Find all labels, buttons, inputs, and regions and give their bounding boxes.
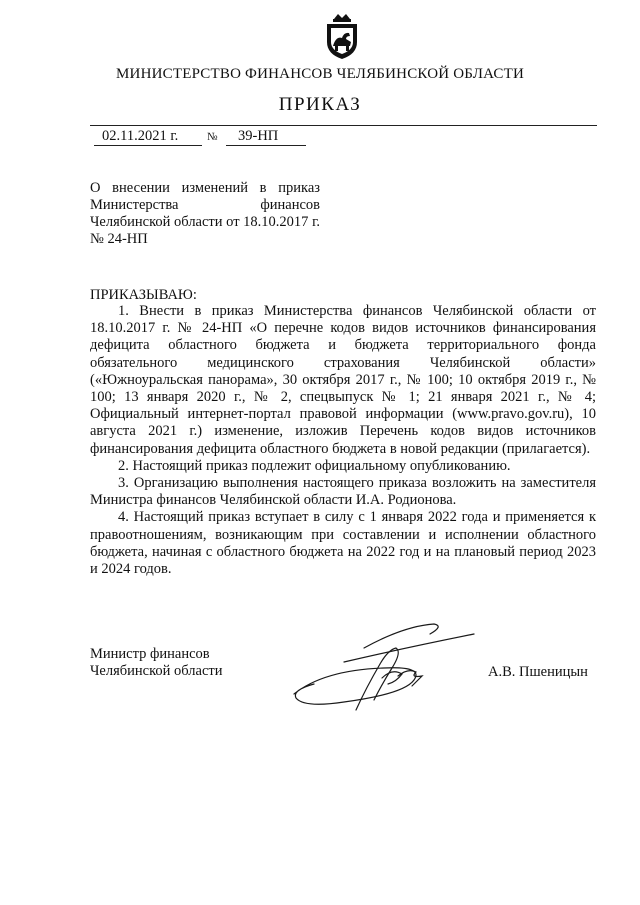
orders-word: ПРИКАЗЫВАЮ: <box>90 287 197 303</box>
document-title: ПРИКАЗ <box>278 94 362 115</box>
signatory-position-line-2: Челябинской области <box>90 663 223 679</box>
signatory-position-line-1: Министр финансов <box>90 646 210 662</box>
order-item-4: 4. Настоящий приказ вступает в силу с 1 января 2022 года и применяется к правоотношениям, возникающим при составлении и исполнении областного бюджета, начиная с областного бюджета на 2022 год и на плановый период 2023 и 2024 годов. <box>90 509 596 578</box>
coat-of-arms-icon <box>324 12 360 60</box>
order-item-3: 3. Организацию выполнения настоящего приказа возложить на заместителя Министра финансов Челябинской области И.А. Родионова. <box>90 475 596 509</box>
signatory-name: А.В. Пшеницын <box>488 664 588 680</box>
order-number: 39-НП <box>226 127 306 146</box>
order-item-2: 2. Настоящий приказ подлежит официальному опубликованию. <box>118 457 511 474</box>
ministry-name: МИНИСТЕРСТВО ФИНАНСОВ ЧЕЛЯБИНСКОЙ ОБЛАСТИ <box>116 66 524 82</box>
order-subject: О внесении изменений в приказ Министерства финансов Челябинской области от 18.10.2017 г. № 24-НП <box>90 180 320 247</box>
header-rule <box>90 125 597 126</box>
handwritten-signature <box>284 618 480 716</box>
order-item-1: 1. Внести в приказ Министерства финансов Челябинской области от 18.10.2017 г. № 24-НП «О перечне кодов видов источников финансирования дефицита областного бюджета и бюджета территориального фонда обязательного медицинского страхования Челябинской области» («Южноуральская панорама», 30 октября 2017 г., № 100; 10 октября 2019 г., № 100; 13 января 2020 г., № 2, спецвыпуск № 1; 21 января 2021 г., № 4; Официальный интернет-портал правовой информации (www.pravo.gov.ru), 10 августа 2021 г.) изменение, изложив Перечень кодов видов источников финансирования дефицита областного бюджета в новой редакции (прилагается). <box>90 303 596 457</box>
signatory-position <box>90 646 223 680</box>
order-date: 02.11.2021 г. <box>94 127 202 146</box>
order-body <box>90 303 596 578</box>
number-sign: № <box>207 131 218 143</box>
